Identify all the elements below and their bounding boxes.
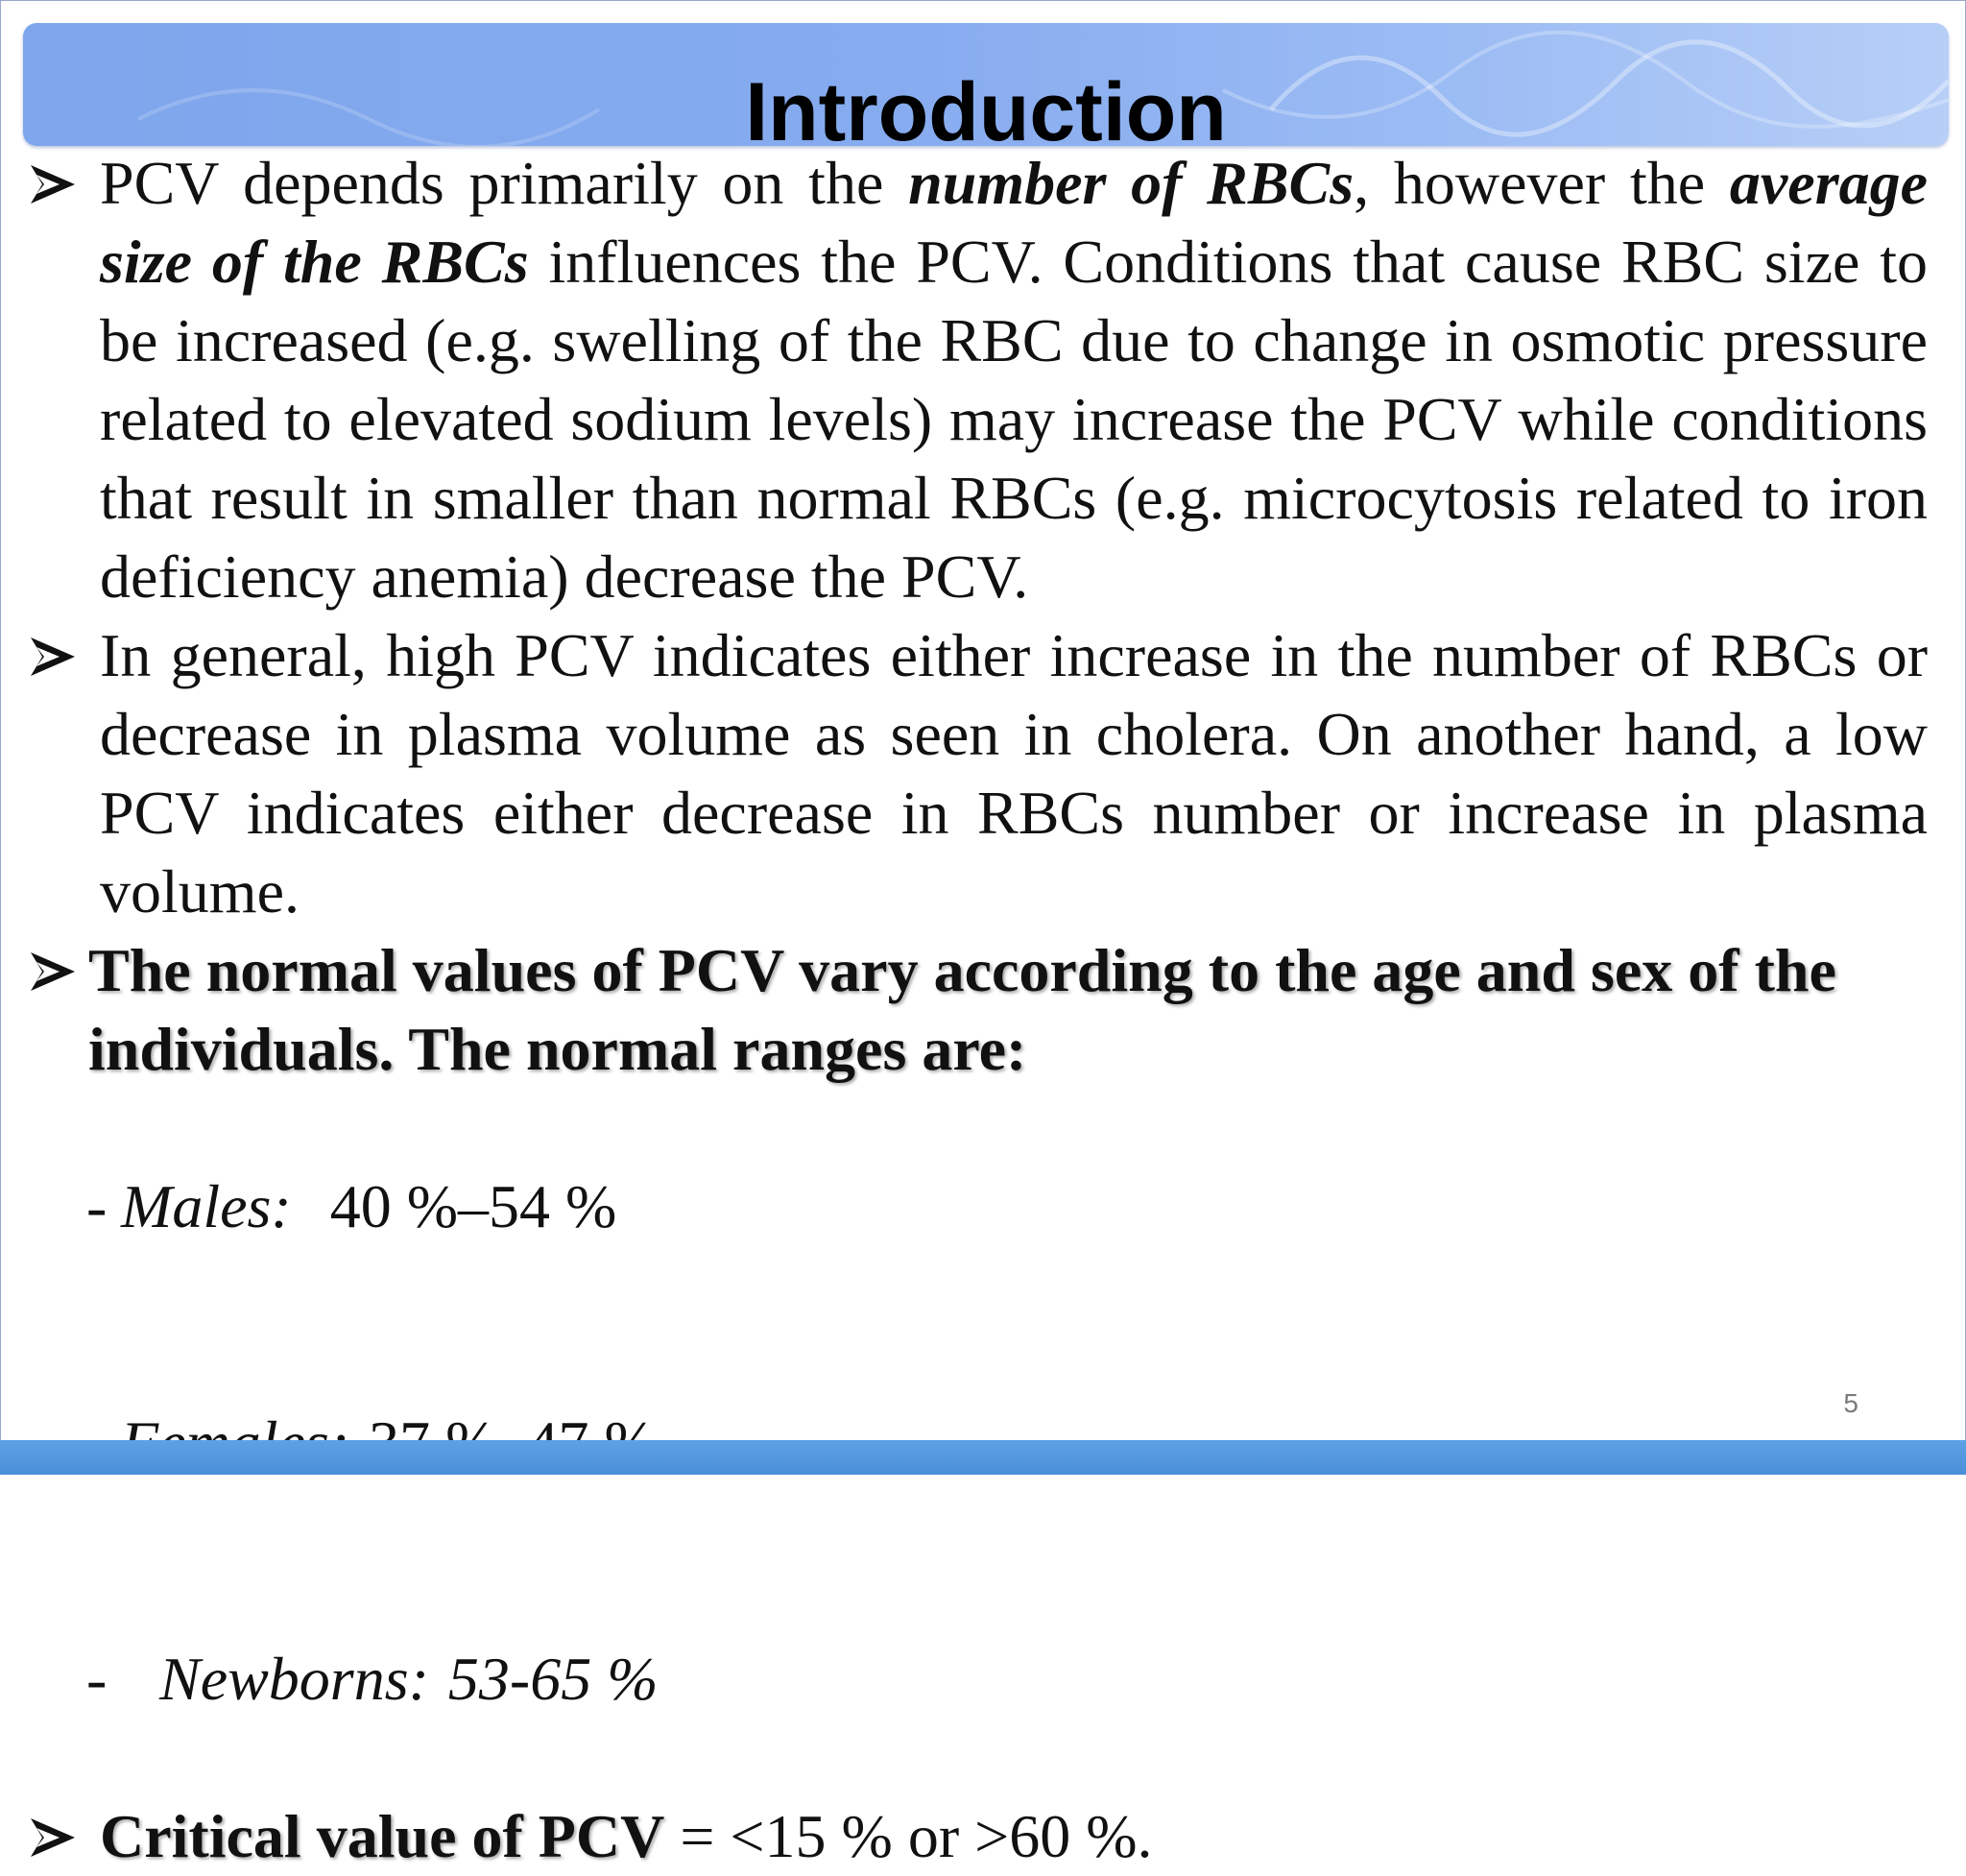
range-dash: - <box>86 1645 108 1713</box>
arrowhead-bullet-icon <box>27 634 79 680</box>
critical-value-text: = <15 % or >60 %. <box>664 1802 1153 1870</box>
critical-value-label: Critical value of PCV <box>100 1802 665 1870</box>
arrowhead-bullet-icon <box>27 949 79 995</box>
bullet-normal-values <box>27 931 1928 1089</box>
bullet-high-low-pcv <box>27 616 1928 931</box>
bullet-critical-value <box>27 1797 1928 1876</box>
range-value-newborns: 53-65 % <box>447 1645 659 1713</box>
range-dash: - <box>86 1172 108 1240</box>
arrowhead-bullet-icon <box>27 161 79 207</box>
arrowhead-bullet-icon <box>27 1815 79 1861</box>
range-newborns <box>25 1561 1928 1797</box>
bullet3-text: The normal values of PCV vary according to the age and sex of the individuals. The normal ranges are: <box>88 936 1836 1083</box>
range-label-males: Males: <box>121 1172 292 1240</box>
bullet1-text-3: influences the PCV. Conditions that cause RBC size to be increased (e.g. swelling of the RBC due to change in osmotic pressure related to elevated sodium levels) may increase the PCV while conditions that result in smaller than normal RBCs (e.g. microcytosis related to iron deficiency anemia) decrease the PCV. <box>100 228 1928 611</box>
slide-content <box>27 144 1928 1876</box>
slide-title: Introduction <box>745 66 1227 146</box>
range-value-males: 40 %–54 % <box>329 1172 617 1240</box>
bullet2-text: In general, high PCV indicates either increase in the number of RBCs or decrease in plasma volume as seen in cholera. On another hand, a low PCV indicates either decrease in RBCs number or increase in plasma volume. <box>100 621 1928 926</box>
bullet1-emphasis-number: number of RBCs <box>908 149 1355 217</box>
page-number: 5 <box>1843 1388 1858 1418</box>
bullet1-emphasis-size: average size of the RBCs <box>100 149 1929 296</box>
bullet1-text-2: , however the <box>1354 149 1730 217</box>
range-label-newborns: Newborns: <box>159 1645 429 1713</box>
title-banner <box>23 23 1949 146</box>
bottom-accent-bar <box>0 1440 1966 1475</box>
bullet-pcv-depends <box>27 144 1928 616</box>
range-males <box>25 1089 1928 1325</box>
bullet1-text-1: PCV depends primarily on the <box>100 149 909 217</box>
